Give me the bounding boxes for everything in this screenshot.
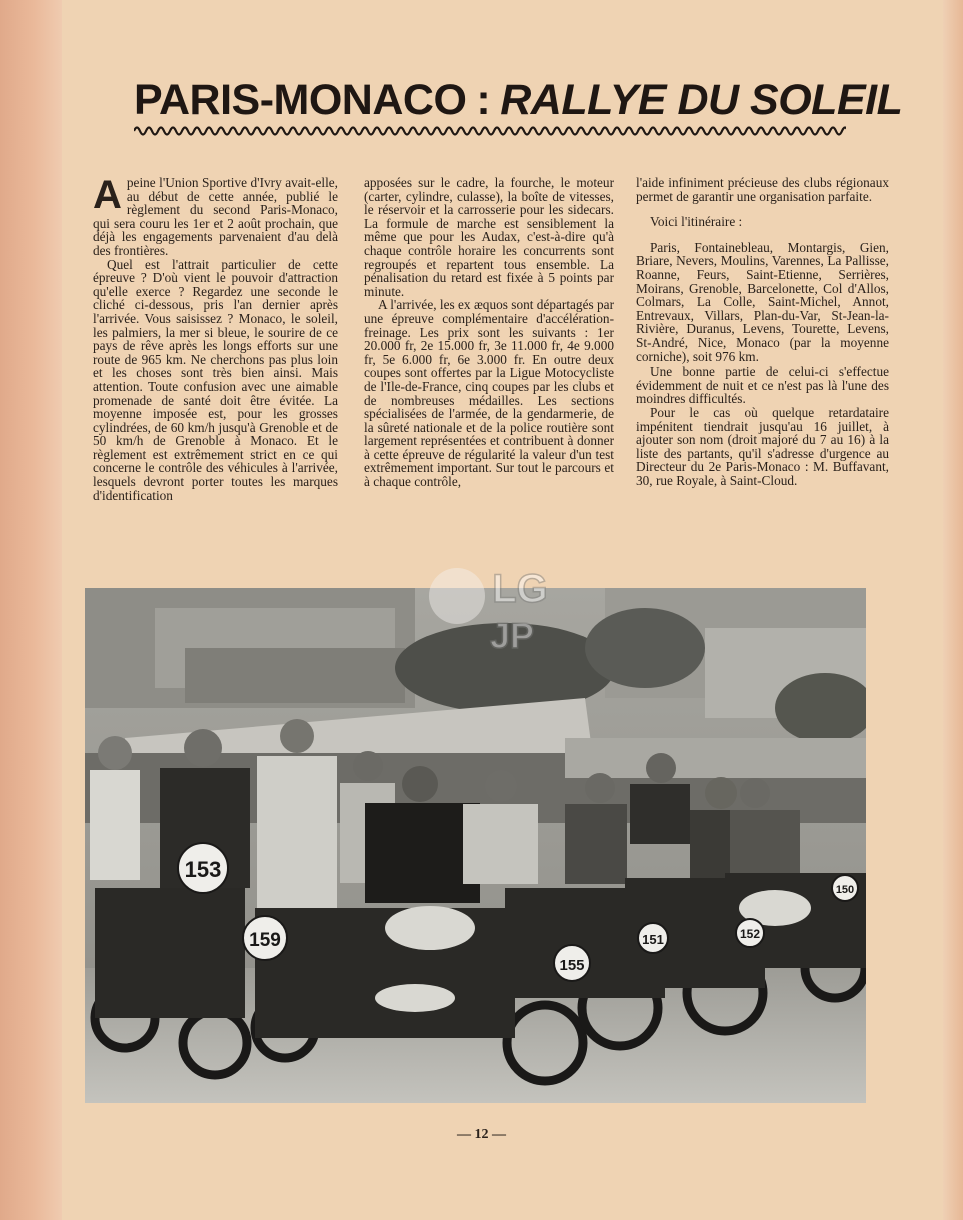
race-number-plate: 155 xyxy=(559,957,585,974)
column-1 xyxy=(93,173,338,503)
watermark-text-bottom: JP xyxy=(489,615,535,656)
watermark-text-top: LG xyxy=(492,567,548,611)
column-3 xyxy=(636,176,889,487)
col3-paragraph-night: Une bonne partie de celui-ci s'effectue évidemment de nuit et ce n'est pas là l'une des moindres difficultés. xyxy=(636,364,889,407)
race-number-plate: 159 xyxy=(249,930,281,951)
title-subtitle: RALLYE DU SOLEIL xyxy=(500,76,903,124)
title-main: PARIS-MONACO xyxy=(134,76,467,124)
column-2 xyxy=(364,176,614,489)
page-shadow-right xyxy=(943,0,963,1220)
race-number-plate: 150 xyxy=(835,884,855,896)
col1-paragraph-2: Quel est l'attrait particulier de cette épreuve ? D'où vient le pouvoir d'attraction qu'elle exerce ? Regardez une seconde le cliché ci-dessous, pris l'an dernier après l'arrivée. Vous saisissez ? Monaco, le soleil, les palmiers, la mer si bleue, le sourire de ce pays de rêve après les longs efforts sur une route de 965 km. Ne cherchons pas plus loin et les choses sont très bien ainsi. Mais attention. Toute confusion avec une aimable promenade de santé doit être évitée. La moyenne imposée est, pour les grosses cylindrées, de 60 km/h jusqu'à Grenoble et de 50 km/h de Grenoble à Monaco. Et le règlement est extrêmement strict en ce qui concerne le contrôle des véhicules à l'arrivée, lesquels devront porter toutes les marques d'identification xyxy=(93,256,338,503)
col2-paragraph-2: A l'arrivée, les ex æquos sont départagés par une épreuve complémentaire d'accélération-freinage. Les prix sont les suivants : 1er 20.000 fr, 2e 15.000 fr, 3e 11.000 fr, 4e 9.000 fr, 5e 6.000 fr, 6e 3.000 fr. En outre deux coupes sont offertes par la Ligue Motocycliste de l'Ile-de-France, cinq coupes par les clubs et de nombreuses médailles. Les sections spécialisées de l'armée, de la gendarmerie, de la sûreté nationale et de la police routière sont largement représentées et contribuent à donner à cette épreuve de régularité la valeur d'un test extrêmement important. Sur tout le parcours et à chaque contrôle, xyxy=(364,297,614,490)
col3-paragraph-contact: Pour le cas où quelque retardataire impénitent tiendrait jusqu'au 16 juillet, à ajouter son nom (droit majoré du 7 au 16) à la liste des partants, qu'il s'adresse d'urgence au Directeur du 2e Paris-Monaco : M. Buffavant, 30, rue Royale, à Saint-Cloud. xyxy=(636,404,889,488)
race-number-plate: 151 xyxy=(642,932,664,947)
race-number-plate: 153 xyxy=(184,857,222,882)
title-separator: : xyxy=(476,76,491,124)
col3-itinerary-heading: Voici l'itinéraire : xyxy=(650,214,743,230)
col1-paragraph-1: peine l'Union Sportive d'Ivry avait-elle, au début de cette année, publié le règlement du second Paris-Monaco, qui sera couru les 1er et 2 août prochain, que déjà les engagements parvenaient d'au delà des frontières. xyxy=(93,175,338,258)
col3-paragraph-1: l'aide infiniment précieuse des clubs régionaux permet de garantir une organisation parfaite. xyxy=(636,175,889,204)
col2-paragraph-1: apposées sur le cadre, la fourche, le moteur (carter, cylindre, culasse), la boîte de vitesses, le réservoir et la carrosserie pour les sidecars. La formule de marche est sensiblement la même que pour les Audax, c'est-à-dire qu'à chaque contrôle horaire les concurrents sont regroupés et repartent tous ensemble. La pénalisation du retard est fixée à 5 points par minute. xyxy=(364,175,614,299)
page-number: — 12 — xyxy=(457,1127,506,1142)
col3-itinerary-list: Paris, Fontainebleau, Montargis, Gien, Briare, Nevers, Moulins, Varennes, La Pallisse, Roanne, Feurs, Saint-Etienne, Serrières, Moirans, Grenoble, Barcelonette, Col d'Allos, Colmars, La Colle, Saint-Michel, Annot, Entrevaux, Villars, Plan-du-Var, St-Jean-la-Rivière, Duranus, Levens, Tourette, Levens, St-André, Nice, Monaco (par la moyenne corniche), soit 976 km. xyxy=(636,239,889,364)
title-wave-divider xyxy=(134,123,846,137)
drop-cap: A xyxy=(93,173,122,217)
race-number-plate: 152 xyxy=(739,927,761,941)
page-shadow-left xyxy=(0,0,62,1220)
watermark-logo xyxy=(412,556,562,666)
